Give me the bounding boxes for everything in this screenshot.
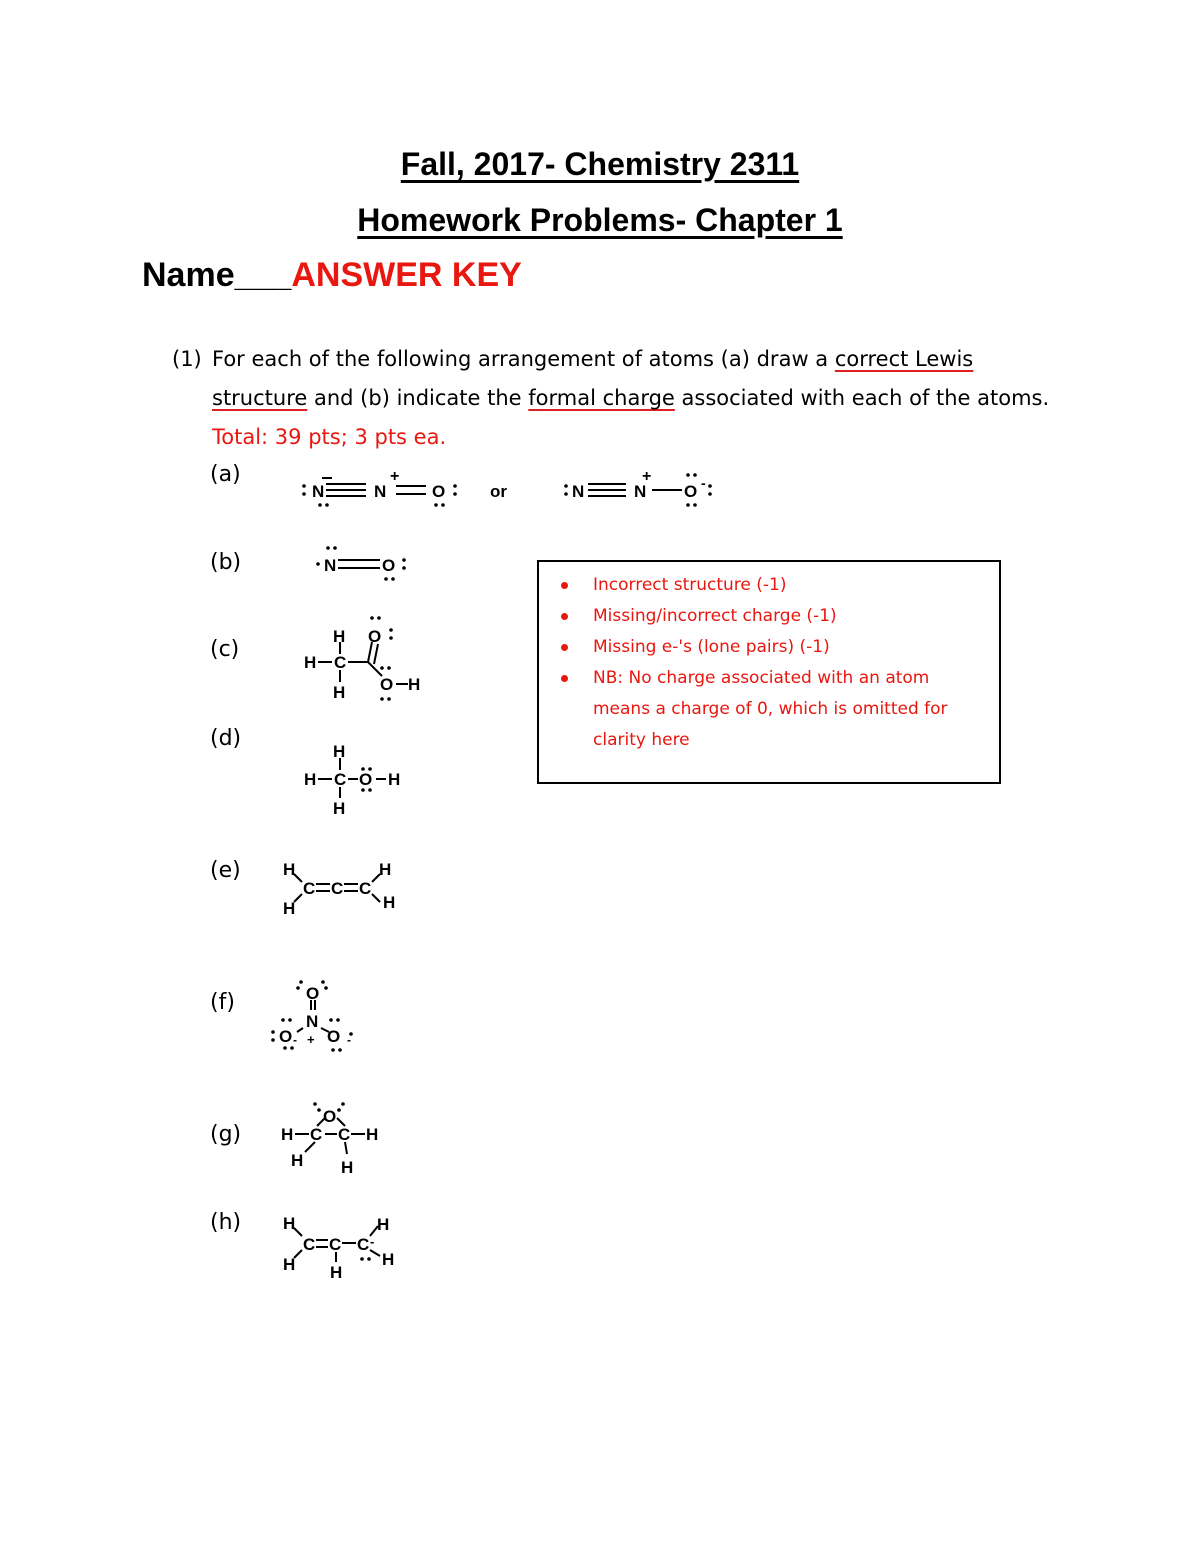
svg-text:C: C bbox=[329, 1235, 342, 1254]
svg-text:H: H bbox=[283, 1214, 296, 1233]
header-assignment-title: Homework Problems- Chapter 1 bbox=[357, 202, 843, 238]
svg-text:+: + bbox=[642, 468, 652, 485]
lewis-structure-h bbox=[280, 1212, 410, 1287]
part-c-label: (c) bbox=[210, 637, 240, 662]
svg-text:H: H bbox=[377, 1215, 390, 1234]
part-b-label: (b) bbox=[210, 550, 242, 575]
svg-text:C: C bbox=[334, 770, 347, 789]
name-value: ANSWER KEY bbox=[291, 256, 522, 294]
part-a-label: (a) bbox=[210, 462, 241, 487]
svg-text:O: O bbox=[279, 1027, 293, 1046]
question-text bbox=[212, 340, 1052, 457]
svg-text:O: O bbox=[382, 556, 396, 575]
lewis-structure-g bbox=[275, 1092, 395, 1182]
part-f-label: (f) bbox=[210, 990, 235, 1015]
svg-text:C: C bbox=[334, 653, 347, 672]
svg-text:-: - bbox=[370, 1234, 375, 1249]
question-number: (1) bbox=[172, 347, 202, 371]
question-text-part1: For each of the following arrangement of atoms (a) draw a bbox=[212, 347, 835, 371]
part-d-label: (d) bbox=[210, 726, 242, 751]
svg-text:H: H bbox=[333, 742, 346, 761]
question-points: Total: 39 pts; 3 pts ea. bbox=[212, 425, 447, 449]
svg-text:N: N bbox=[324, 556, 337, 575]
svg-text:C: C bbox=[303, 1235, 316, 1254]
svg-text:H: H bbox=[408, 675, 421, 694]
svg-text:-: - bbox=[293, 1033, 297, 1047]
svg-text:+: + bbox=[307, 1032, 315, 1047]
svg-text:H: H bbox=[379, 860, 392, 879]
svg-text:N: N bbox=[572, 482, 585, 501]
lewis-structure-c bbox=[300, 612, 440, 707]
part-g-label: (g) bbox=[210, 1122, 242, 1147]
question-underlined-lewis: correct Lewis structure bbox=[212, 347, 974, 410]
question-text-part2: and (b) indicate the bbox=[307, 386, 529, 410]
svg-text:O: O bbox=[359, 770, 373, 789]
svg-text:C: C bbox=[359, 879, 372, 898]
svg-text:C: C bbox=[310, 1125, 323, 1144]
lewis-structure-b bbox=[310, 542, 420, 587]
svg-text:H: H bbox=[383, 893, 396, 912]
svg-text:N: N bbox=[312, 482, 325, 501]
part-e-label: (e) bbox=[210, 858, 241, 883]
svg-text:N: N bbox=[374, 482, 387, 501]
svg-text:C: C bbox=[338, 1125, 351, 1144]
svg-text:O: O bbox=[323, 1107, 337, 1126]
lewis-structure-e bbox=[280, 858, 410, 923]
question-text-part3: associated with each of the atoms. bbox=[674, 386, 1050, 410]
header-course-title: Fall, 2017- Chemistry 2311 bbox=[400, 146, 800, 182]
lewis-structure-d bbox=[300, 738, 420, 818]
svg-text:H: H bbox=[333, 683, 346, 702]
svg-text:H: H bbox=[382, 1250, 395, 1269]
svg-text:N: N bbox=[306, 1012, 319, 1031]
svg-text:H: H bbox=[330, 1263, 343, 1282]
svg-text:H: H bbox=[291, 1151, 304, 1170]
svg-text:O: O bbox=[306, 984, 320, 1003]
svg-text:-: - bbox=[701, 475, 706, 491]
name-label: Name___ bbox=[142, 256, 292, 294]
svg-text:N: N bbox=[634, 482, 647, 501]
svg-text:C: C bbox=[303, 879, 316, 898]
lewis-structure-a bbox=[290, 470, 730, 515]
grading-rubric-box bbox=[537, 560, 1001, 784]
question-underlined-formal-charge: formal charge bbox=[528, 386, 675, 410]
svg-text:H: H bbox=[283, 860, 296, 879]
svg-text:C: C bbox=[357, 1235, 370, 1254]
part-h-label: (h) bbox=[210, 1210, 242, 1235]
name-line bbox=[142, 256, 522, 295]
svg-text:H: H bbox=[281, 1125, 294, 1144]
svg-text:H: H bbox=[333, 627, 346, 646]
rubric-item: Incorrect structure (-1) bbox=[593, 570, 983, 601]
rubric-item: NB: No charge associated with an atom means a charge of 0, which is omitted for clarity here bbox=[593, 663, 983, 756]
part-a-or: or bbox=[490, 482, 507, 501]
svg-text:O: O bbox=[684, 482, 698, 501]
rubric-item: Missing e-'s (lone pairs) (-1) bbox=[593, 632, 983, 663]
svg-text:H: H bbox=[283, 1255, 296, 1274]
svg-text:-: - bbox=[347, 1033, 351, 1047]
question-1 bbox=[172, 340, 1052, 457]
svg-text:+: + bbox=[390, 468, 400, 485]
rubric-item: Missing/incorrect charge (-1) bbox=[593, 601, 983, 632]
svg-text:O: O bbox=[327, 1027, 341, 1046]
svg-text:H: H bbox=[388, 770, 401, 789]
svg-text:H: H bbox=[341, 1158, 354, 1177]
svg-text:C: C bbox=[331, 879, 344, 898]
svg-text:H: H bbox=[283, 899, 296, 918]
svg-text:O: O bbox=[432, 482, 446, 501]
lewis-structure-f bbox=[265, 972, 365, 1057]
rubric-list bbox=[593, 570, 983, 756]
svg-text:H: H bbox=[304, 770, 317, 789]
svg-text:O: O bbox=[368, 627, 382, 646]
svg-text:H: H bbox=[333, 799, 346, 818]
svg-text:H: H bbox=[304, 653, 317, 672]
svg-text:H: H bbox=[366, 1125, 379, 1144]
svg-text:O: O bbox=[380, 675, 394, 694]
